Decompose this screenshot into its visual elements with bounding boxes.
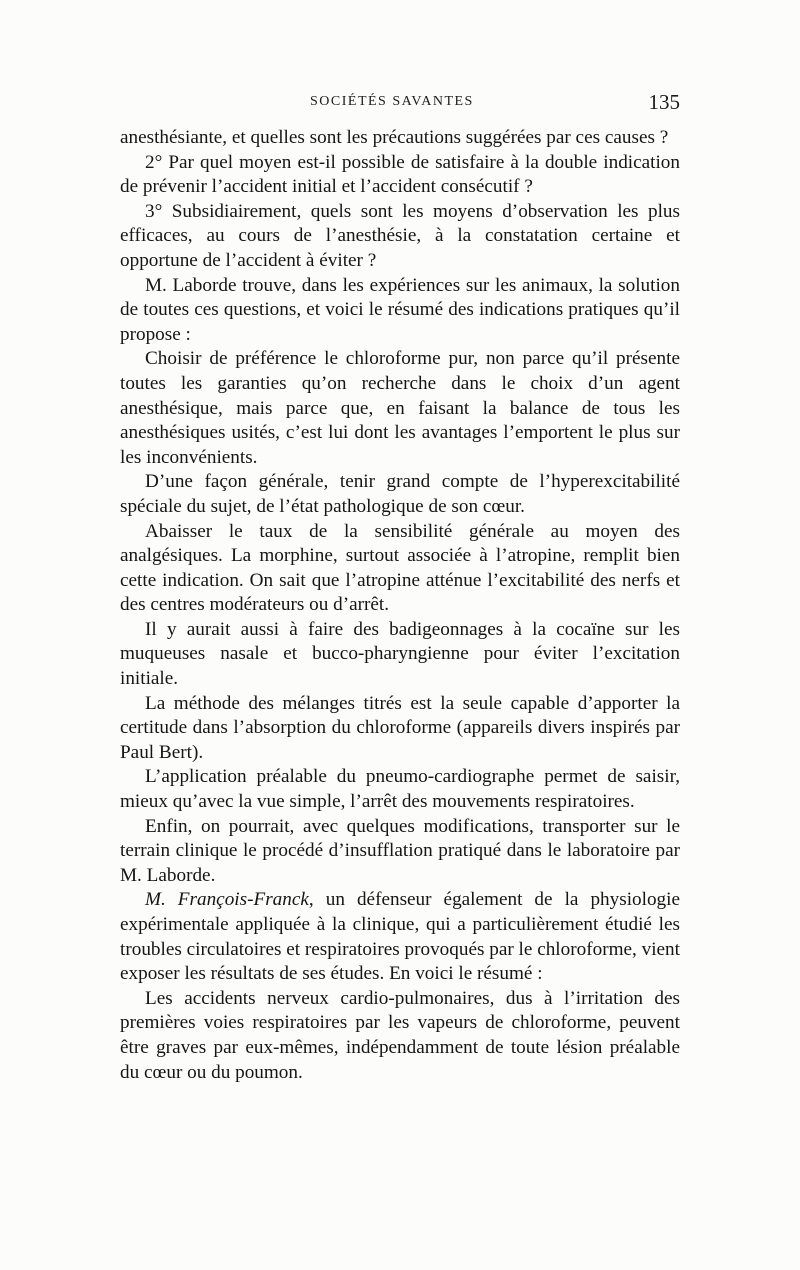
- body-text: [120, 126, 680, 1085]
- page-number: 135: [648, 90, 680, 114]
- paragraph: 3° Subsidiairement, quels sont les moyens d’observation les plus efficaces, au cours de l’anesthésie, à la constatation certaine et opportune de l’accident à éviter ?: [120, 200, 680, 271]
- paragraph: L’application préalable du pneumo-cardiographe permet de saisir, mieux qu’avec la vue simple, l’arrêt des mouvements respiratoires.: [120, 766, 680, 813]
- paragraph: Les accidents nerveux cardio-pulmonaires, dus à l’irritation des premières voies respiratoires par les vapeurs de chloroforme, peuvent être graves par eux-mêmes, indépendamment de toute lésion préalable du cœur ou du poumon.: [120, 987, 680, 1083]
- paragraph: [120, 888, 680, 986]
- paragraph: anesthésiante, et quelles sont les précautions suggérées par ces causes ?: [120, 127, 669, 148]
- paragraph: La méthode des mélanges titrés est la seule capable d’apporter la certitude dans l’absorption du chloroforme (appareils divers inspirés par Paul Bert).: [120, 692, 680, 763]
- running-head: [120, 90, 680, 120]
- paragraph: Abaisser le taux de la sensibilité générale au moyen des analgésiques. La morphine, surtout associée à l’atropine, remplit bien cette indication. On sait que l’atropine atténue l’excitabilité des nerfs et des centres modérateurs ou d’arrêt.: [120, 520, 680, 616]
- running-title: SOCIÉTÉS SAVANTES: [310, 94, 474, 109]
- paragraph: 2° Par quel moyen est-il possible de satisfaire à la double indication de prévenir l’accident initial et l’accident consécutif ?: [120, 151, 680, 198]
- paragraph: Enfin, on pourrait, avec quelques modifications, transporter sur le terrain clinique le procédé d’insufflation pratiqué dans le laboratoire par M. Laborde.: [120, 815, 680, 886]
- paragraph: D’une façon générale, tenir grand compte de l’hyperexcitabilité spéciale du sujet, de l’état pathologique de son cœur.: [120, 471, 680, 517]
- paragraph-text: , un défenseur également de la physiologie expérimentale appliquée à la clinique, qui a particulièrement étudié les troubles circulatoires et respiratoires provoqués par le chloroforme, vient exposer les résultats de ses études. En voici le résumé :: [120, 889, 680, 985]
- speaker-name: M. François-Franck: [145, 889, 309, 911]
- paragraph: Choisir de préférence le chloroforme pur, non parce qu’il présente toutes les garanties qu’on recherche dans le choix d’un agent anesthésique, mais parce que, en faisant la balance de tous les anesthésiques usités, c’est lui dont les avantages l’emportent le plus sur les inconvénients.: [120, 348, 680, 468]
- paragraph: Il y aurait aussi à faire des badigeonnages à la cocaïne sur les muqueuses nasale et bucco-pharyngienne pour éviter l’excitation initiale.: [120, 618, 680, 690]
- paragraph: M. Laborde trouve, dans les expériences sur les animaux, la solution de toutes ces questions, et voici le résumé des indications pratiques qu’il propose :: [120, 274, 680, 345]
